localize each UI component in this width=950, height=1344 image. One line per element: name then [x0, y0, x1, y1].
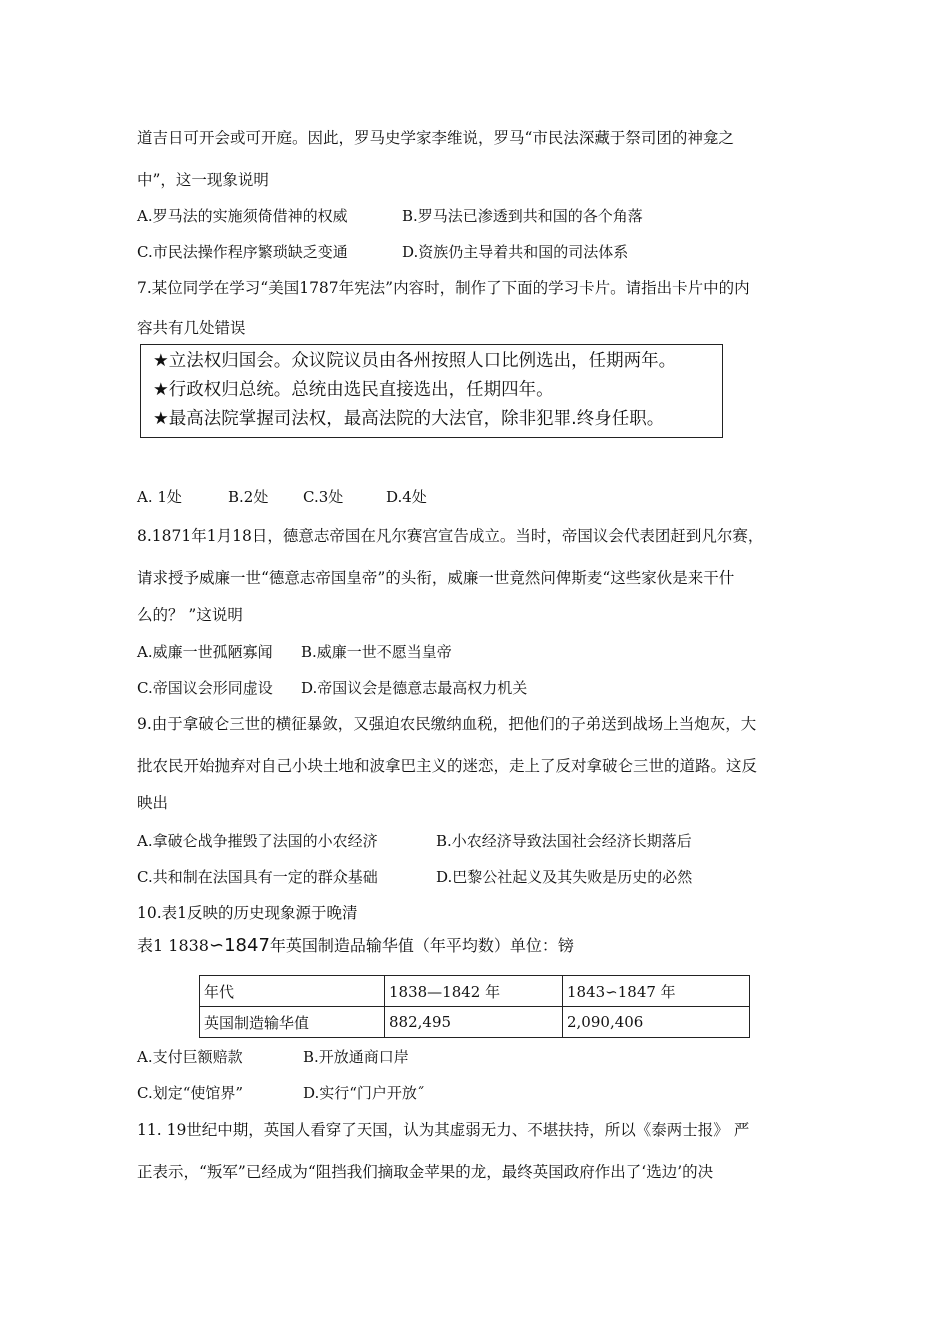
table-cell: 882,495 [385, 1007, 563, 1038]
q7-option-d: D.4处 [386, 488, 427, 506]
caption-years: ∽1847 [209, 935, 270, 956]
q6-option-a: A.罗马法的实施须倚借神的权威 [137, 207, 348, 225]
q7-stem-line-1: 7.某位同学在学习“美国1787年宪法”内容时，制作了下面的学习卡片。请指出卡片中的内 [137, 279, 750, 297]
card-item-legislative: ★立法权归国会。众议院议员由各州按照人口比例选出，任期两年。 [153, 351, 677, 371]
q8-stem-line-3: 么的？ ”这说明 [137, 606, 243, 624]
q10-option-d: D.实行“门户开放˝ [303, 1084, 425, 1102]
table-cell: 2,090,406 [563, 1007, 750, 1038]
q9-option-c: C.共和制在法国具有一定的群众基础 [137, 868, 378, 886]
card-item-judicial: ★最高法院掌握司法权，最高法院的大法官，除非犯罪.终身任职。 [153, 409, 665, 429]
table-header-cell: 1843∽1847 年 [563, 976, 750, 1007]
caption-prefix: 表1 1838 [137, 936, 209, 955]
q10-option-c: C.划定“使馆界” [137, 1084, 244, 1102]
q9-option-b: B.小农经济导致法国社会经济长期落后 [436, 832, 692, 850]
caption-suffix: 年英国制造品输华值（年平均数）单位：镑 [269, 936, 574, 955]
q11-stem-line-2: 正表示，“叛军”已经成为“阻挡我们摘取金苹果的龙，最终英国政府作出了‘选边’的决 [137, 1163, 714, 1181]
q10-option-a: A.支付巨额赔款 [137, 1048, 243, 1066]
q7-option-b: B.2处 [228, 488, 269, 506]
q8-stem-line-1: 8.1871年1月18日，德意志帝国在凡尔赛宫宣告成立。当时，帝国议会代表团赶到凡尔赛， [137, 527, 764, 545]
q9-option-a: A.拿破仑战争摧毁了法国的小农经济 [137, 832, 378, 850]
card-item-executive: ★行政权归总统。总统由选民直接选出，任期四年。 [153, 380, 554, 400]
table-caption [137, 935, 574, 957]
export-table [199, 975, 750, 1038]
q9-stem-line-1: 9.由于拿破仑三世的横征暴敛，又强迫农民缴纳血税，把他们的子弟送到战场上当炮灰，大 [137, 715, 757, 733]
q7-stem-line-2: 容共有几处错误 [137, 319, 246, 337]
q7-option-a: A. 1处 [137, 488, 182, 506]
q7-option-c: C.3处 [303, 488, 344, 506]
q6-stem-line-1: 道吉日可开会或可开庭。因此，罗马史学家李维说，罗马“市民法深藏于祭司团的神龛之 [137, 129, 734, 147]
q9-option-d: D.巴黎公社起义及其失败是历史的必然 [436, 868, 693, 886]
q11-stem-line-1: 11. 19世纪中期，英国人看穿了天国，认为其虚弱无力、不堪扶持，所以《泰两士报》 严 [137, 1121, 750, 1139]
q10-stem: 10.表1反映的历史现象源于晚清 [137, 904, 358, 922]
study-card [140, 344, 723, 438]
q8-option-d: D.帝国议会是德意志最高权力机关 [301, 679, 528, 697]
q8-option-b: B.威廉一世不愿当皇帝 [301, 643, 452, 661]
q6-option-c: C.市民法操作程序繁琐缺乏变通 [137, 243, 348, 261]
table-header-row [200, 976, 750, 1007]
table-header-cell: 1838—1842 年 [385, 976, 563, 1007]
q10-option-b: B.开放通商口岸 [303, 1048, 409, 1066]
q8-option-c: C.帝国议会形同虚设 [137, 679, 273, 697]
q9-stem-line-3: 映出 [137, 794, 169, 812]
q9-stem-line-2: 批农民开始抛弃对自己小块土地和波拿巴主义的迷恋，走上了反对拿破仑三世的道路。这反 [137, 757, 758, 775]
q6-option-b: B.罗马法已渗透到共和国的各个角落 [402, 207, 643, 225]
table-row [200, 1007, 750, 1038]
table-cell: 英国制造输华值 [200, 1007, 385, 1038]
q6-stem-line-2: 中”，这一现象说明 [137, 171, 269, 189]
q8-stem-line-2: 请求授予威廉一世“德意志帝国皇帝”的头衔，威廉一世竟然问俾斯麦“这些家伙是来干什 [137, 569, 735, 587]
table-header-cell: 年代 [200, 976, 385, 1007]
q6-option-d: D.资族仍主导着共和国的司法体系 [402, 243, 629, 261]
q8-option-a: A.威廉一世孤陋寡闻 [137, 643, 273, 661]
